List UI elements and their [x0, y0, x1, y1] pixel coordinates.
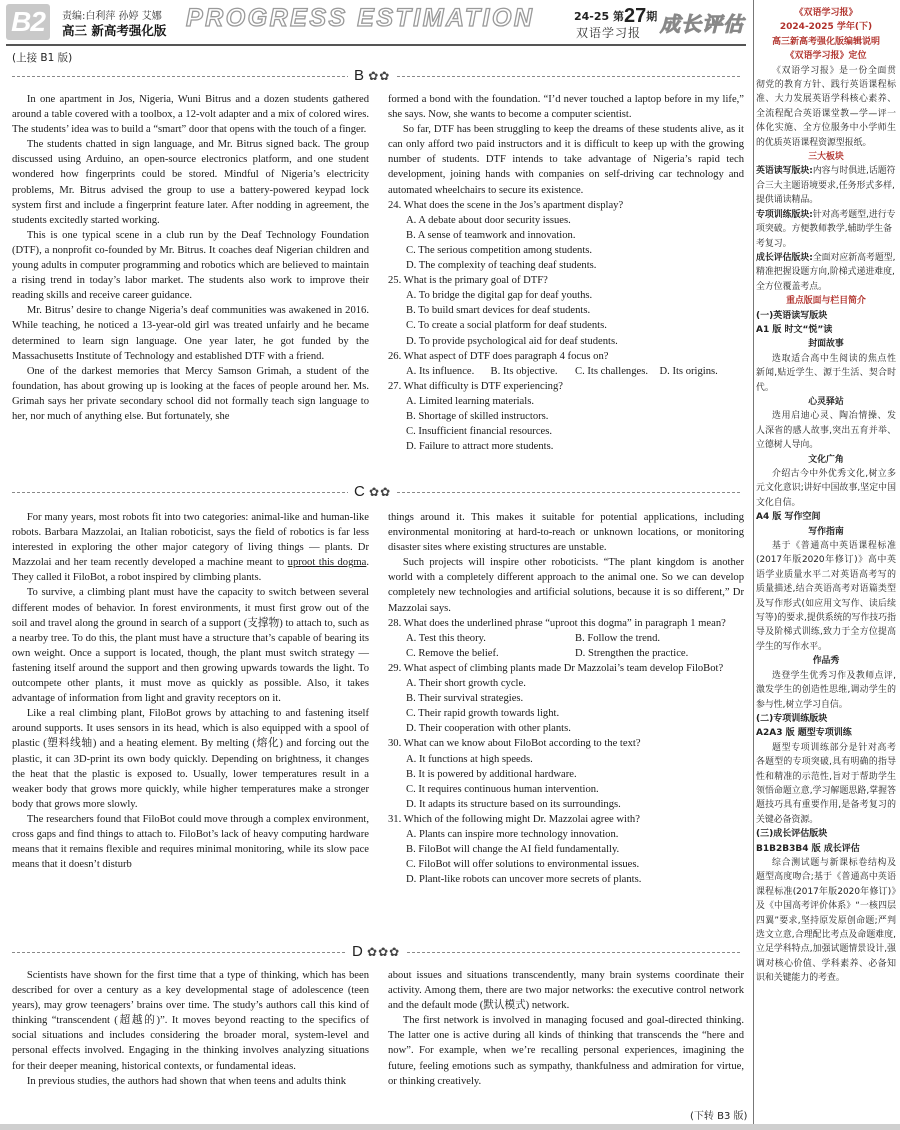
sidebar-column-title: 文化广角 — [808, 454, 844, 465]
paragraph: In one apartment in Jos, Nigeria, Wuni Bitrus and a dozen students gathered around a table covered with a toolbox, a 12-volt adapter and a mix of colored wires. The students’ idea was to build a “smart” door that opens with the touch of a finger. — [12, 94, 369, 136]
header-rule — [6, 44, 746, 46]
section-b-label: B ✿✿ — [348, 68, 396, 84]
answer-option: B. Follow the trend. — [575, 632, 661, 644]
paragraph: Mr. Bitrus’ desire to change Nigeria’s deaf communities was awakened in 2016. While teaching, he noticed a 13-year-old girl was treated unfairly and he became determined to learn sign language. One year later, he got funded by the Massachusetts Institute of Technology and established DTF with a friend. — [12, 305, 369, 362]
sidebar-page: A4 版 写作空间 — [756, 512, 821, 523]
answer-option: C. Their rapid growth towards light. — [406, 708, 560, 720]
sidebar-column-title: 封面故事 — [808, 339, 844, 350]
section-c-left-column — [12, 510, 369, 872]
issue-num: 27 — [624, 5, 647, 27]
section-c-label: C ✿✿ — [348, 484, 397, 500]
answer-option: B. Its objective. — [490, 365, 558, 377]
answer-option: C. Insufficient financial resources. — [406, 426, 553, 438]
answer-option: D. The complexity of teaching deaf students. — [406, 260, 597, 272]
difficulty-stars-icon: ✿✿ — [369, 485, 392, 499]
sidebar-text: 选登学生优秀习作及教师点评,激发学生的创造性思维,调动学生的参与性,树立学习自信。 — [756, 670, 896, 710]
continued-from: (上接 B1 版) — [12, 52, 73, 64]
answer-option: D. It adapts its structure based on its surroundings. — [406, 798, 621, 810]
continued-to: (下转 B3 版) — [690, 1111, 748, 1122]
answer-option: B. It is powered by additional hardware. — [406, 768, 577, 780]
difficulty-stars-icon: ✿✿✿ — [367, 945, 401, 959]
sidebar-column-title: 作品秀 — [812, 656, 840, 667]
sidebar-positioning: 《双语学习报》定位 — [785, 51, 867, 62]
answer-options-row — [388, 646, 744, 661]
sidebar-block: 成长评估版块:全面对应新高考题型,精准把握设题方向,阶梯式递进难度,全方位覆盖考点。 — [756, 252, 896, 292]
paragraph: The students chatted in sign language, and Mr. Bitrus signed back. The group discussed using Arduino, an open-source electronics platform, and one student wondered how fingerprints could be stored. Mindful of Nigeria’s electricity problems, Mr. Bitrus advised the group to use a battery-powered keypad lock system first and include a fingerprint feature later. After nodding in agreement, the students excitedly started working. — [12, 139, 369, 226]
question-stem: 28. What does the underlined phrase “uproot this dogma” in paragraph 1 mean? — [388, 617, 726, 629]
sidebar-subtitle: 高三新高考强化版编辑说明 — [771, 36, 880, 47]
sidebar-text: 基于《普通高中英语课程标准(2017年版2020年修订)》高中英语学业质量水平二对英语高考写的质量描述,结合英语高考对语篇类型及写作形式(如应用文写作、读后续写等)的要求,提供系统的写作技巧指导及阶梯式训练,致力于全方位提高学生的写作水平。 — [756, 541, 896, 652]
sidebar-block: 英语读写版块:内容与时俱进,话题符合三大主题语境要求,任务形式多样,提供诵读精品。 — [756, 166, 896, 206]
answer-option: B. To build smart devices for deaf students. — [406, 305, 591, 317]
question-stem: 27. What difficulty is DTF experiencing? — [388, 380, 563, 392]
answer-option: D. Their cooperation with other plants. — [406, 723, 571, 735]
issue-prefix: 24-25 第 — [574, 10, 625, 23]
section-c-right-column — [388, 510, 744, 887]
paragraph: For many years, most robots fit into two categories: animal-like and human-like robots. Barbara Mazzolai, an Italian roboticist, says the field of robotics is far less interested in exploring the other major category of living things — plants. Dr Mazzolai and her team recently developed a machine meant to uproot this dogma. They called it FiloBot, a robot inspired by climbing plants. — [12, 512, 369, 584]
answer-option: A. Limited learning materials. — [406, 395, 534, 407]
sidebar-heading: 三大板块 — [808, 152, 844, 163]
section-b-divider — [12, 68, 740, 84]
question-stem: 30. What can we know about FiloBot according to the text? — [388, 738, 641, 750]
section-d-label: D ✿✿✿ — [346, 944, 406, 960]
answer-option: A. Test this theory. — [406, 632, 486, 644]
column-rule — [753, 0, 754, 1130]
grade-edition: 高三 新高考强化版 — [62, 23, 167, 38]
answer-option: A. To bridge the digital gap for deaf youths. — [406, 290, 593, 302]
paragraph: One of the darkest memories that Mercy Samson Grimah, a student of the foundation, has about growing up is looking at the faces of people around her. Ms. Grimah says her private secondary school did not formally teach sign language to her, nor much of anything else. But fortunately, she — [12, 365, 369, 422]
answer-option: D. Plant-like robots can uncover more secrets of plants. — [406, 874, 642, 886]
answer-option: C. To create a social platform for deaf students. — [406, 320, 607, 332]
sidebar-column-title: 心灵驿站 — [808, 396, 844, 407]
sidebar-text: 选用启迪心灵、陶冶情操、发人深省的感人故事,突出五育并举、立德树人导向。 — [756, 411, 896, 451]
underlined-phrase: uproot this dogma — [287, 557, 367, 569]
bottom-rule — [0, 1124, 900, 1130]
section-d-divider — [12, 944, 740, 960]
answer-option: A. Their short growth cycle. — [406, 678, 526, 690]
paragraph: Such projects will inspire other roboticists. “The plant kingdom is another world with a completely different approach to the animal one. So we can develop completely new technologies and artificial solutions, because it is so different,” Dr Mazzolai says. — [388, 557, 744, 614]
answer-option: B. A sense of teamwork and innovation. — [406, 229, 576, 241]
brand-title: 成长评估 — [660, 12, 744, 36]
question-stem: 25. What is the primary goal of DTF? — [388, 275, 548, 287]
answer-option: C. It requires continuous human intervention. — [406, 783, 599, 795]
section-b-left-column — [12, 92, 369, 424]
paragraph: The first network is involved in managing focused and goal-directed thinking. The latter one is active during all kinds of thinking that transcends the “here and now”. For example, when we’re recalling personal experiences, imagining the future, feeling emotions such as sympathy, thankfulness and admiration for virtue, or thinking creatively. — [388, 1015, 744, 1087]
editorial-sidebar — [756, 6, 896, 986]
paper-name: 双语学习报 — [576, 26, 642, 40]
paragraph: The researchers found that FiloBot could move through a complex environment, cross gaps and find things to attach to. FiloBot’s lack of heavy computing hardware means that it remains flexible and requires minimal monitoring, while its slow pace means that it doesn’t disturb — [12, 813, 369, 871]
sidebar-block: 专项训练版块:针对高考题型,进行专项突破。方便教师教学,辅助学生备考复习。 — [756, 209, 896, 249]
page-header — [0, 0, 750, 44]
difficulty-stars-icon: ✿✿ — [368, 69, 391, 83]
answer-option: D. To provide psychological aid for deaf students. — [406, 335, 618, 347]
answer-option: B. Shortage of skilled instructors. — [406, 410, 549, 422]
editors-line: 责编:白利萍 孙婷 艾娜 — [62, 11, 162, 22]
section-c-divider — [12, 484, 740, 500]
sidebar-group: (二)专项训练版块 — [756, 713, 828, 724]
sidebar-text: 介绍古今中外优秀文化,树立多元文化意识;讲好中国故事,坚定中国文化自信。 — [756, 469, 896, 508]
question-stem: 26. What aspect of DTF does paragraph 4 focus on? — [388, 350, 609, 362]
answer-option: D. Its origins. — [659, 365, 718, 377]
page-badge: B2 — [6, 4, 50, 40]
section-d-right-column — [388, 968, 744, 1089]
paragraph: So far, DTF has been struggling to keep the dreams of these students alive, as it can only afford two paid instructors and it is difficult to keep up with the growing number of students. DTF intends to take advantage of Nigeria’s rapid tech development, joining hands with companies on self-driving car technology and automated wheelchairs to secure its existence. — [388, 124, 744, 196]
issue-suffix: 期 — [646, 10, 658, 23]
sidebar-intro: 《双语学习报》是一份全面贯彻党的教育方针、践行英语课程标准、大力发展英语学科核心素养、全流程配合英语课堂教—学—评一体化实施、全方位服务中小学师生的优质英语课程资源型报纸。 — [756, 65, 896, 148]
sidebar-group: (三)成长评估版块 — [756, 829, 828, 840]
question-stem: 24. What does the scene in the Jos’s apartment display? — [388, 199, 624, 211]
paragraph: Like a real climbing plant, FiloBot grows by attaching to and fastening itself around supports. It uses sensors in its head, which is also equipped with a spool of plastic (塑料线轴) and a heating element. By melting (熔化) and forcing out the plastic, it can 3D-print its own body quickly. Depending on brightness, it changes the heat that the plastic is exposed to. Usually, lower temperatures result in a weaker body that grows more quickly, while higher temperatures make a stronger body that grows more slowly. — [12, 708, 369, 810]
question-stem: 29. What aspect of climbing plants made Dr Mazzolai’s team develop FiloBot? — [388, 662, 724, 674]
sidebar-group: (一)英语读写版块 — [756, 310, 828, 321]
paragraph: formed a bond with the foundation. “I’d never touched a laptop before in my life,” she says. Now, she wants to become a computer scientist. — [388, 94, 744, 121]
answer-option: C. The serious competition among students. — [406, 244, 593, 256]
answer-option: C. Its challenges. — [575, 365, 648, 377]
sidebar-page: B1B2B3B4 版 成长评估 — [756, 843, 860, 854]
answer-option: A. Plants can inspire more technology innovation. — [406, 828, 619, 840]
paragraph: To survive, a climbing plant must have the capacity to switch between several different modes of behavior. In forest environments, it must first grow out of the soil and travel along the ground in search of a support (支撑物) to attach to, such as a nearby tree. To do this, the plant must have a structure that’s capable of bearing its own weight. Once a support is located, though, the plant must switch strategy — fastening itself around the support and then growing upwards towards the light. To outcompete other plants, it must move as quickly as possible. Also, it takes advantage of information from light and gravity receptors on it. — [12, 587, 369, 705]
paragraph: Scientists have shown for the first time that a type of thinking, which has been described for over a century as a key developmental stage of adolescence (teen years), may grow teenagers’ brains over time. The study’s authors call this kind of thinking “transcendent (超越的)”. It moves beyond reacting to the specifics of social situations and includes considering the broader moral, system-level and personal effects involved. Engaging in the thinking involves analyzing situations for their deeper meaning, historical contexts, or fundamental ideas. — [12, 970, 369, 1072]
sidebar-page: A1 版 时文“悦”读 — [756, 324, 833, 335]
answer-option: C. FiloBot will offer solutions to environmental issues. — [406, 859, 640, 871]
answer-option: C. Remove the belief. — [406, 647, 499, 659]
answer-option: B. Their survival strategies. — [406, 693, 524, 705]
paragraph: In previous studies, the authors had shown that when teens and adults think — [26, 1075, 347, 1087]
section-b-right-column — [388, 92, 744, 454]
answer-option: D. Strengthen the practice. — [575, 647, 689, 659]
sidebar-text: 题型专项训练部分是针对高考各题型的专项突破,具有明确的指导性和精准的示范性,旨对于帮助学生领悟命题立意,学习解题思路,掌握答题技巧具有重要作用,是备考复习的关键必备资源。 — [756, 742, 896, 825]
answer-option: A. It functions at high speeds. — [406, 753, 533, 765]
question-stem: 31. Which of the following might Dr. Mazzolai agree with? — [388, 813, 640, 825]
section-d-left-column — [12, 968, 369, 1089]
answer-option: A. Its influence. — [406, 365, 475, 377]
sidebar-text: 选取适合高中生阅读的焦点性新闻,贴近学生、源于生活、契合时代。 — [756, 353, 896, 393]
answer-option: B. FiloBot will change the AI field fundamentally. — [406, 844, 620, 856]
sidebar-title: 《双语学习报》 — [794, 8, 858, 18]
sidebar-page: A2A3 版 题型专项训练 — [756, 728, 852, 739]
sidebar-year: 2024-2025 学年(下) — [779, 22, 873, 33]
answer-options-row — [388, 631, 744, 646]
answer-options-row — [388, 364, 744, 379]
paragraph: about issues and situations transcendently, many brain systems coordinate their activity. Among them, there are two major networks: the executive control network and the default mode (默认模式) network. — [388, 970, 744, 1012]
sidebar-heading: 重点版面与栏目简介 — [786, 296, 866, 307]
sidebar-text: 综合测试题与新课标卷结构及题型高度吻合;基于《普通高中英语课程标准(2017年版2020年修订)》及《中国高考评价体系》“一核四层四翼”要求,坚持原发原创命题;严判选文立意,合理配比考点及命题难度,立足学科特点,加强试题情景设计,强调对核心价值、学科素养、必备知识和关键能力的考查。 — [756, 857, 896, 984]
paragraph: things around it. This makes it suitable for potential applications, including environmental monitoring at hard-to-reach or unknown locations, or monitoring disaster sites where existing structures are unstable. — [388, 512, 744, 554]
sidebar-column-title: 写作指南 — [808, 526, 844, 537]
answer-option: D. Failure to attract more students. — [406, 441, 554, 453]
progress-banner: PROGRESS ESTIMATION — [186, 4, 535, 32]
answer-option: A. A debate about door security issues. — [406, 214, 571, 226]
paragraph: This is one typical scene in a club run by the Deaf Technology Foundation (DTF), a nonprofit co-founded by Mr. Bitrus. It coaches deaf Nigerian children and young adults in computer programming and robotics which are believed to maintain a rising trend in today’s labor market. The students also work to improve their reading skills and receive career guidance. — [12, 229, 369, 302]
